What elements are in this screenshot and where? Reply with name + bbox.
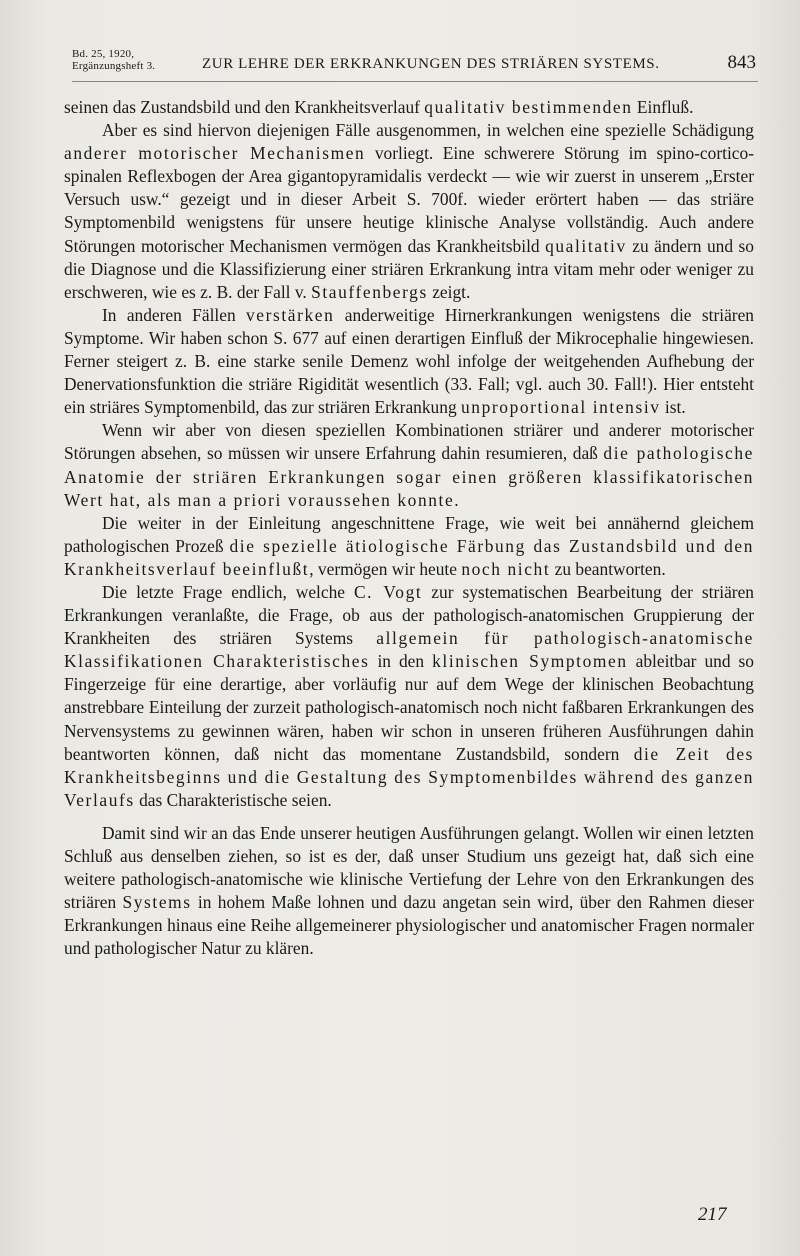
text-run: vorliegt. Eine schwerere Störung im spino-cortico-spinalen Reflexbogen der Area gigantopyramidalis verdeckt — wie wir zuerst in unserem „Erster Versuch usw.“ gezeigt und in dieser Arbeit S. 700f. wieder erörtert haben — das striäre Symptomenbild wenigstens für unsere heutige klinische Analyse vollständig. Auch andere Störungen motorischer Mechanismen vermögen das Krankheitsbild: [64, 143, 755, 256]
text-run: zu beantworten.: [550, 558, 666, 579]
paragraph: [64, 512, 754, 581]
text-run: zur systematischen Bearbeitung der striären Erkrankungen veranlaßte, die Frage, ob aus der pathologisch-anatomischen Gruppierung der Krankheiten des striären Systems: [64, 581, 755, 649]
text-run: Einfluß.: [632, 97, 694, 117]
paragraph: [64, 581, 754, 812]
spaced-emphasis: qualitativ: [545, 235, 627, 256]
text-run: , vermögen wir heute: [309, 558, 462, 579]
paragraph: [64, 119, 754, 304]
spaced-emphasis: die Zeit des Krankheitsbeginns und die Gestaltung des Symptomenbildes während des ganzen Verlaufs: [64, 743, 755, 810]
paragraph: [64, 96, 754, 119]
running-head: [72, 44, 758, 84]
text-run: zeigt.: [427, 281, 471, 302]
text-run: in den: [369, 651, 433, 672]
running-title: ZUR LEHRE DER ERKRANKUNGEN DES STRIÄREN SYSTEMS.: [202, 56, 660, 72]
text-run: anderweitige Hirnerkrankungen wenigstens die striären Symptome. Wir haben schon S. 677 auf einen derartigen Einfluß der Mikrocephalie hingewiesen. Ferner steigert z. B. eine starke senile Demenz wohl infolge der weitgehenden Aufhebung der Denervationsfunktion die striäre Rigidität wesentlich (33. Fall; vgl. auch 30. Fall!). Hier entsteht ein striäres Symptomenbild, das zur striären Erkrankung: [64, 304, 755, 418]
header-rule: [72, 81, 758, 82]
spaced-emphasis: allgemein für pathologisch-anatomische Klassifikationen Charakteristisches: [64, 628, 754, 672]
text-run: Die letzte Frage endlich, welche: [102, 581, 354, 602]
text-run: In anderen Fällen: [102, 304, 246, 325]
text-run: ableitbar und so Fingerzeige für eine derartige, aber vorläufig nur auf dem Wege der klinischen Beobachtung anstrebbare Einteilung der zurzeit pathologisch-anatomisch noch nicht faßbaren Erkrankungen des Nervensystems zu gewinnen wären, haben wir schon in unseren früheren Ausführungen dahin beantworten können, daß nicht das momentane Zustandsbild, sondern: [64, 651, 754, 764]
text-run: seinen das Zustandsbild und den Krankheitsverlauf: [64, 97, 425, 117]
text-run: Die weiter in der Einleitung angeschnittene Frage, wie weit bei annähernd gleichem pathologischen Prozeß: [64, 512, 754, 556]
signature-number: 217: [698, 1204, 727, 1225]
volume-info: [72, 48, 155, 72]
paragraph: [64, 304, 754, 419]
spaced-emphasis: qualitativ bestimmenden: [424, 97, 633, 117]
spaced-emphasis: die pathologische Anatomie der striären Erkrankungen sogar einen größeren klassifikatorischen Wert hat, als man a priori voraussehen konnte.: [64, 443, 754, 510]
spaced-emphasis: verstärken: [245, 304, 335, 325]
text-run: Wenn wir aber von diesen speziellen Kombinationen striärer und anderer motorischer Störungen absehen, so müssen wir unsere Erfahrung dahin resumieren, daß: [64, 420, 754, 464]
paragraph: [64, 419, 754, 511]
text-run: Damit sind wir an das Ende unserer heutigen Ausführungen gelangt. Wollen wir einen letzten Schluß aus denselben ziehen, so ist es der, daß unser Studium uns gezeigt hat, daß sich eine weitere pathologisch-anatomische wie klinische Vertiefung der Lehre von den Erkrankungen des striären: [64, 822, 754, 913]
text-run: in hohem Maße lohnen und dazu angetan sein wird, über den Rahmen dieser Erkrankungen hinaus eine Reihe allgemeinerer physiologischer und anatomischer Fragen normaler und pathologischer Natur zu klären.: [64, 892, 754, 959]
spaced-emphasis: unproportional intensiv: [461, 397, 661, 418]
spaced-emphasis: Stauffenbergs: [311, 281, 428, 302]
spaced-emphasis: noch nicht: [461, 558, 551, 579]
spaced-emphasis: anderer motorischer Mechanismen: [64, 143, 366, 164]
page-number: 843: [727, 52, 756, 73]
spaced-emphasis: Systems: [122, 892, 192, 913]
spaced-emphasis: die spezielle ätiologische Färbung das Zustandsbild und den Krankheitsverlauf beeinflußt: [64, 535, 754, 579]
volume-line-2: Ergänzungsheft 3.: [72, 60, 156, 72]
text-run: ist.: [660, 397, 686, 418]
text-run: zu ändern und so die Diagnose und die Klassifizierung einer striären Erkrankung intra vitam mehr oder weniger zu erschweren, wie es z. B. der Fall v.: [64, 235, 754, 302]
spaced-emphasis: klinischen Symptomen: [432, 651, 628, 672]
spaced-emphasis: C. Vogt: [353, 581, 423, 602]
paragraph: [64, 822, 754, 961]
text-run: Aber es sind hiervon diejenigen Fälle ausgenommen, in welchen eine spezielle Schädigung: [102, 120, 754, 141]
volume-line-1: Bd. 25, 1920,: [72, 48, 135, 60]
body-text: [64, 96, 754, 960]
text-run: das Charakteristische seien.: [134, 789, 332, 810]
